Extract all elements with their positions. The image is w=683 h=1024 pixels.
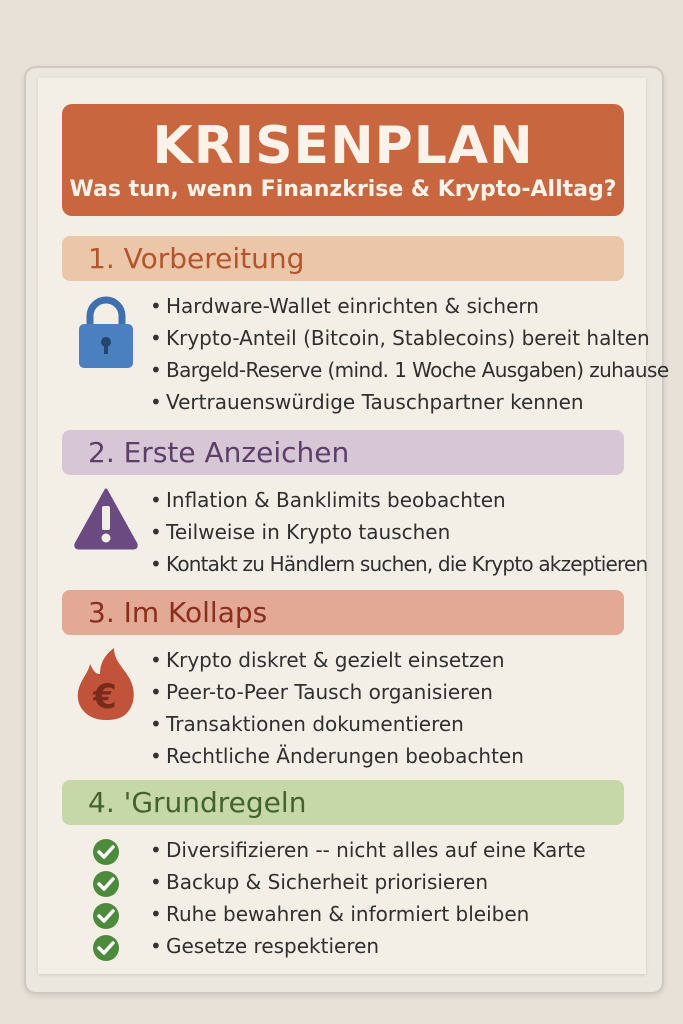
- list-item: [150, 834, 586, 866]
- bullet: •: [150, 294, 162, 318]
- bullet: •: [150, 744, 162, 768]
- section-heading-im-kollaps: 3. Im Kollaps: [62, 590, 624, 635]
- euro-fire-icon: [74, 646, 138, 726]
- list-item: [150, 386, 669, 418]
- section-list-vorbereitung: [150, 290, 669, 418]
- list-item-text: Ruhe bewahren & informiert bleiben: [166, 902, 530, 926]
- bullet: •: [150, 648, 162, 672]
- section-list-grundregeln: [150, 834, 586, 962]
- list-item-text: Diversifizieren -- nicht alles auf eine Karte: [166, 838, 586, 862]
- list-item-text: Kontakt zu Händlern suchen, die Krypto akzeptieren: [166, 552, 648, 576]
- page-subtitle: Was tun, wenn Finanzkrise & Krypto-Alltag?: [69, 177, 617, 202]
- list-item-text: Inflation & Banklimits beobachten: [166, 488, 506, 512]
- list-item: [150, 740, 524, 772]
- list-item: [150, 930, 586, 962]
- list-item: [150, 354, 669, 386]
- list-item: [150, 290, 669, 322]
- bullet: •: [150, 870, 162, 894]
- list-item-text: Rechtliche Änderungen beobachten: [166, 744, 524, 768]
- bullet: •: [150, 934, 162, 958]
- section-list-im-kollaps: [150, 644, 524, 772]
- list-item: [150, 708, 524, 740]
- list-item: [150, 322, 669, 354]
- bullet: •: [150, 680, 162, 704]
- list-item: [150, 516, 647, 548]
- warning-icon: [72, 486, 140, 554]
- list-item-text: Transaktionen dokumentieren: [166, 712, 464, 736]
- bullet: •: [150, 326, 162, 350]
- check-icon: [92, 902, 120, 934]
- list-item-text: Peer-to-Peer Tausch organisieren: [166, 680, 493, 704]
- bullet: •: [150, 838, 162, 862]
- svg-text:€: €: [93, 677, 117, 717]
- list-item: [150, 676, 524, 708]
- list-item: [150, 484, 647, 516]
- page-title: KRISENPLAN: [152, 116, 534, 176]
- bullet: •: [150, 390, 162, 414]
- check-icon: [92, 934, 120, 966]
- list-item: [150, 866, 586, 898]
- list-item-text: Vertrauenswürdige Tauschpartner kennen: [166, 390, 584, 414]
- section-heading-vorbereitung: 1. Vorbereitung: [62, 236, 624, 281]
- check-icon: [92, 838, 120, 870]
- list-item: [150, 898, 586, 930]
- list-item: [150, 548, 647, 580]
- bullet: •: [150, 488, 162, 512]
- bullet: •: [150, 712, 162, 736]
- title-banner: [62, 104, 624, 216]
- list-item-text: Hardware-Wallet einrichten & sichern: [166, 294, 539, 318]
- bullet: •: [150, 358, 162, 382]
- list-item-text: Gesetze respektieren: [166, 934, 380, 958]
- bullet: •: [150, 552, 162, 576]
- list-item-text: Bargeld-Reserve (mind. 1 Woche Ausgaben) zuhause: [166, 358, 669, 382]
- bullet: •: [150, 902, 162, 926]
- list-item-text: Teilweise in Krypto tauschen: [166, 520, 451, 544]
- section-heading-grundregeln: 4. 'Grundregeln: [62, 780, 624, 825]
- section-list-erste-anzeichen: [150, 484, 647, 580]
- check-icon: [92, 870, 120, 902]
- list-item-text: Krypto-Anteil (Bitcoin, Stablecoins) bereit halten: [166, 326, 650, 350]
- lock-icon: [76, 294, 136, 374]
- section-heading-erste-anzeichen: 2. Erste Anzeichen: [62, 430, 624, 475]
- bullet: •: [150, 520, 162, 544]
- list-item-text: Krypto diskret & gezielt einsetzen: [166, 648, 505, 672]
- list-item: [150, 644, 524, 676]
- list-item-text: Backup & Sicherheit priorisieren: [166, 870, 488, 894]
